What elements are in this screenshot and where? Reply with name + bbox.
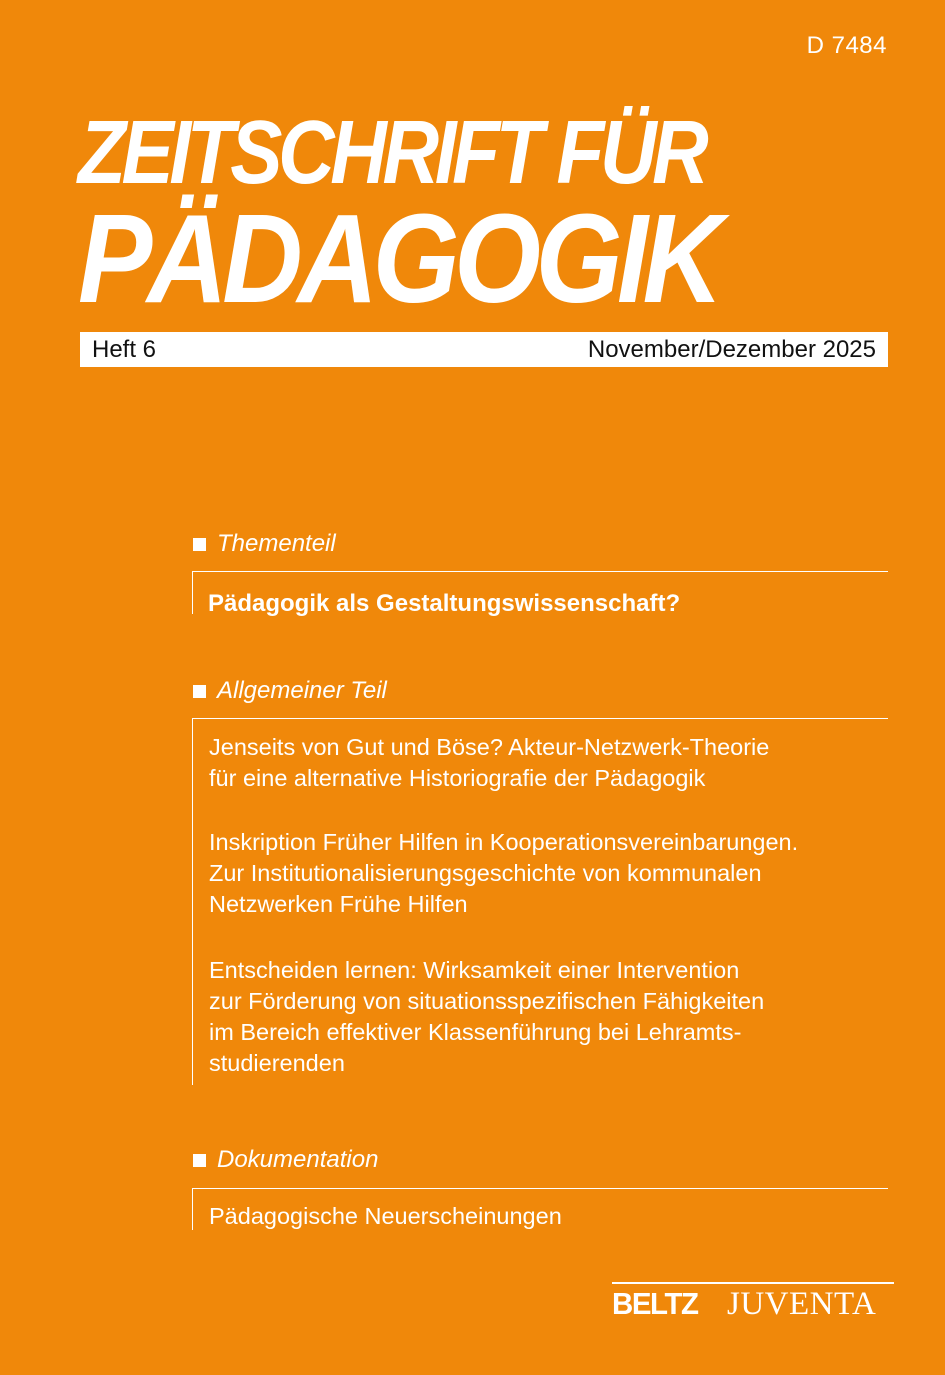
section-heading-thementeil — [193, 530, 336, 558]
article-3 — [209, 955, 764, 1079]
article-line: Entscheiden lernen: Wirksamkeit einer Intervention — [209, 957, 740, 983]
documentation-item — [209, 1201, 562, 1232]
bullet-square-icon — [193, 1154, 206, 1167]
logo-juventa: JUVENTA — [727, 1286, 877, 1322]
issue-bar — [80, 332, 888, 367]
featured-topic-title: Pädagogik als Gestaltungswissenschaft? — [208, 590, 681, 617]
bullet-square-icon — [193, 685, 206, 698]
article-line: im Bereich effektiver Klassenführung bei Lehramts- — [209, 1019, 742, 1045]
issue-number: Heft 6 — [92, 335, 157, 363]
article-line: Inskription Früher Hilfen in Kooperationsvereinbarungen. — [209, 829, 799, 855]
issue-date: November/Dezember 2025 — [587, 335, 876, 363]
section-label: Allgemeiner Teil — [217, 677, 387, 704]
article-line: Zur Institutionalisierungsgeschichte von kommunalen — [209, 860, 762, 886]
article-2 — [209, 827, 798, 920]
article-line: für eine alternative Historiografie der Pädagogik — [209, 765, 706, 791]
logo-rule — [612, 1282, 894, 1284]
journal-title-line-2: PÄDAGOGIK — [78, 188, 718, 329]
article-1 — [209, 732, 769, 794]
journal-title-line-1: ZEITSCHRIFT FÜR — [78, 103, 705, 203]
article-line: zur Förderung von situationsspezifischen Fähigkeiten — [209, 988, 765, 1014]
section-label: Thementeil — [217, 530, 336, 557]
bullet-square-icon — [193, 538, 206, 551]
publisher-logo — [612, 1282, 894, 1322]
article-line: Pädagogische Neuerscheinungen — [209, 1203, 562, 1229]
article-line: Netzwerken Frühe Hilfen — [209, 891, 468, 917]
journal-code: D 7484 — [806, 32, 887, 59]
logo-beltz: BELTZ — [612, 1286, 698, 1321]
section-heading-dokumentation — [193, 1146, 378, 1174]
article-line: studierenden — [209, 1050, 345, 1076]
section-heading-allgemeiner-teil — [193, 677, 387, 705]
section-label: Dokumentation — [217, 1146, 379, 1173]
article-line: Jenseits von Gut und Böse? Akteur-Netzwerk-Theorie — [209, 734, 770, 760]
